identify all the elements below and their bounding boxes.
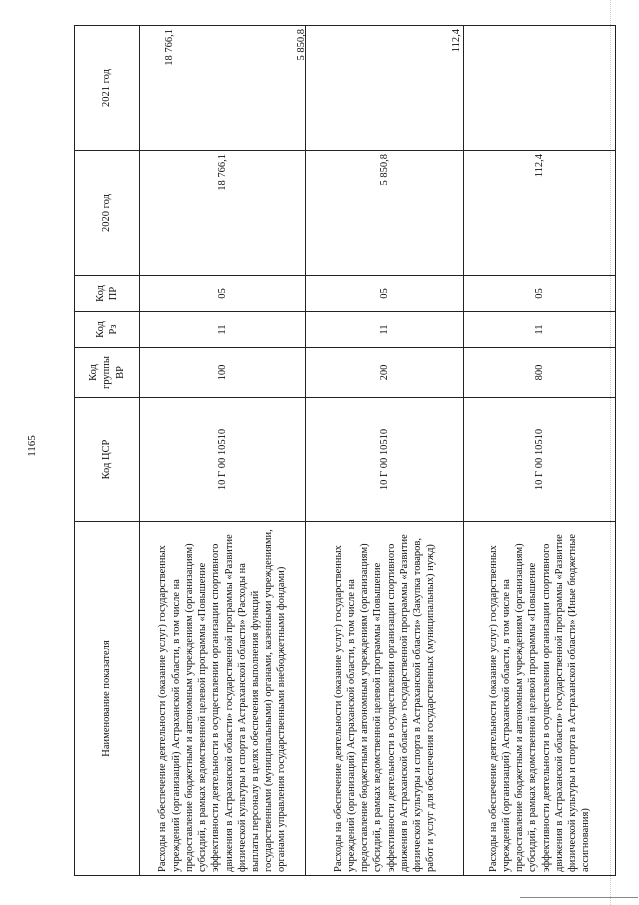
budget-table [74, 25, 616, 876]
header-rz: Код Рз [75, 312, 140, 348]
header-vr: Код группы ВР [75, 348, 140, 398]
header-2021: 2021 год [75, 26, 140, 151]
footer-rule [520, 897, 638, 898]
table-row [140, 26, 306, 876]
row-rz: 11 [306, 312, 464, 348]
row-2020-value: 5 850,8 [378, 154, 390, 186]
row-2021 [450, 26, 616, 151]
row-name: Расходы на обеспечение деятельности (оказание услуг) государственных учреждений (организаций) Астраханской области, в том числе на предоставление бюджетным и автономным учреждениям (организациям) субсидий, в рамках ведомственной целевой программы «Повышение эффективности деятельности в осуществлении организации спортивного движения в Астраханской области» государственной программы «Развитие физической культуры и спорта в Астраханской области» (Закупка товаров, работ и услуг для обеспечения государственных (муниципальных) нужд) [306, 522, 464, 876]
row-pr: 05 [140, 276, 306, 312]
row-vr: 800 [464, 348, 616, 398]
row-pr: 05 [464, 276, 616, 312]
row-2021-value: 112,4 [450, 29, 462, 53]
row-vr: 100 [140, 348, 306, 398]
row-name: Расходы на обеспечение деятельности (оказание услуг) государственных учреждений (организаций) Астраханской области, в том числе на предоставление бюджетным и автономным учреждениям (организациям) субсидий, в рамках ведомственной целевой программы «Повышение эффективности деятельности в осуществлении организации спортивного движения в Астраханской области» государственной программы «Развитие физической культуры и спорта в Астраханской области» (Иные бюджетные ассигнования) [464, 522, 616, 876]
row-csr: 10 Г 00 10510 [464, 398, 616, 522]
row-2021 [140, 26, 306, 151]
table-row [306, 26, 464, 876]
row-2020-value: 18 766,1 [216, 154, 228, 191]
row-pr: 05 [306, 276, 464, 312]
row-rz: 11 [464, 312, 616, 348]
row-2020 [140, 151, 306, 276]
header-name: Наименование показателя [75, 522, 140, 876]
header-2020: 2020 год [75, 151, 140, 276]
row-name: Расходы на обеспечение деятельности (оказание услуг) государственных учреждений (организаций) Астраханской области, в том числе на предоставление бюджетным и автономным учреждениям (организациям) субсидий, в рамках ведомственной целевой программы «Повышение эффективности деятельности в осуществлении организации спортивного движения в Астраханской области» государственной программы «Развитие физической культуры и спорта в Астраханской области» (Расходы на выплаты персоналу в целях обеспечения выполнения функций государственными (муниципальными) органами, казенными учреждениями, органами управления государственными внебюджетными фондами) [140, 522, 306, 876]
table-row [464, 26, 616, 876]
page-number: 1165 [26, 435, 38, 457]
row-2021 [295, 26, 464, 151]
header-pr: Код ПР [75, 276, 140, 312]
row-2020 [464, 151, 616, 276]
rotated-table-container [74, 26, 614, 876]
row-csr: 10 Г 00 10510 [306, 398, 464, 522]
table-header-row [75, 26, 140, 876]
row-vr: 200 [306, 348, 464, 398]
row-rz: 11 [140, 312, 306, 348]
row-2021-value: 18 766,1 [163, 29, 175, 66]
row-2021-value: 5 850,8 [295, 29, 307, 61]
row-2020 [306, 151, 464, 276]
row-2020-value: 112,4 [533, 154, 545, 178]
row-csr: 10 Г 00 10510 [140, 398, 306, 522]
header-csr: Код ЦСР [75, 398, 140, 522]
